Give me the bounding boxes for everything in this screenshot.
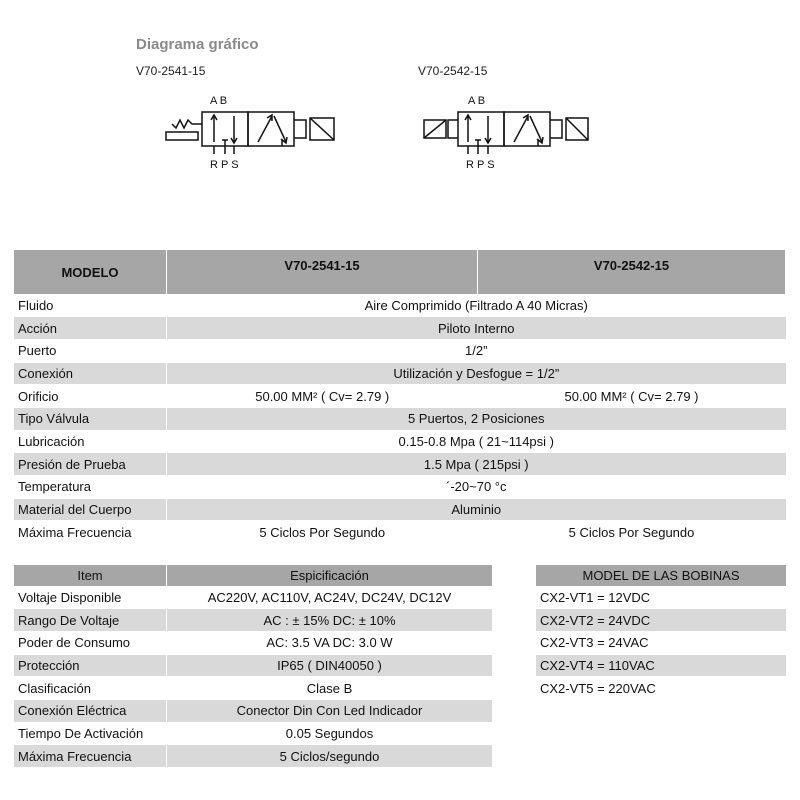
symbol-b-top-ports: A B xyxy=(468,95,486,107)
item-label: Rango De Voltaje xyxy=(14,609,167,632)
spec-value: 5 Puertos, 2 Posiciones xyxy=(167,407,786,430)
spec-header-model-a: V70-2541-15 xyxy=(167,250,478,294)
model-a-label: V70-2541-15 xyxy=(136,64,206,78)
table-row xyxy=(14,722,492,745)
spec-value: Piloto Interno xyxy=(167,317,786,340)
item-value: AC: 3.5 VA DC: 3.0 W xyxy=(167,631,493,654)
table-row xyxy=(14,609,492,632)
item-value: 5 Ciclos/segundo xyxy=(167,745,493,768)
table-row xyxy=(14,362,786,385)
spec-label: Fluido xyxy=(14,294,167,317)
model-b-label: V70-2542-15 xyxy=(418,64,488,78)
table-row xyxy=(14,586,492,609)
table-row xyxy=(14,699,492,722)
spec-label: Acción xyxy=(14,317,167,340)
table-row xyxy=(14,407,786,430)
spec-value-b: 50.00 MM² ( Cv= 2.79 ) xyxy=(478,385,786,408)
solenoid-spec-table xyxy=(14,565,492,768)
spec-value: 0.15-0.8 Mpa ( 21~114psi ) xyxy=(167,430,786,453)
item-label: Máxima Frecuencia xyxy=(14,745,167,768)
table-row xyxy=(14,498,786,521)
symbol-a-bottom-ports: R P S xyxy=(210,159,239,171)
valve-symbol-b xyxy=(420,92,590,172)
spec-label: Presión de Prueba xyxy=(14,453,167,476)
item-label: Voltaje Disponible xyxy=(14,586,167,609)
table-row xyxy=(14,339,786,362)
spec-value-a: 50.00 MM² ( Cv= 2.79 ) xyxy=(167,385,478,408)
table-row xyxy=(14,385,786,408)
coil-model: CX2-VT3 = 24VAC xyxy=(536,631,786,654)
spec-label: Máxima Frecuencia xyxy=(14,521,167,544)
spec-label: Lubricación xyxy=(14,430,167,453)
table-row xyxy=(14,294,786,317)
item-header: Item xyxy=(14,565,167,586)
spec-value: ´-20~70 °c xyxy=(167,476,786,499)
item-value: AC220V, AC110V, AC24V, DC24V, DC12V xyxy=(167,586,493,609)
spec-value: Aire Comprimido (Filtrado A 40 Micras) xyxy=(167,294,786,317)
spec-value: Aluminio xyxy=(167,498,786,521)
item-value: 0.05 Segundos xyxy=(167,722,493,745)
spec-header-model: MODELO xyxy=(14,250,167,294)
coil-model: CX2-VT2 = 24VDC xyxy=(536,609,786,632)
table-row xyxy=(14,745,492,768)
table-row xyxy=(14,654,492,677)
spec-header: Espicificación xyxy=(167,565,493,586)
spec-label: Puerto xyxy=(14,339,167,362)
table-row xyxy=(14,631,492,654)
item-value: Clase B xyxy=(167,677,493,700)
spec-label: Conexión xyxy=(14,362,167,385)
item-label: Poder de Consumo xyxy=(14,631,167,654)
spec-value: 1/2” xyxy=(167,339,786,362)
coil-header: MODEL DE LAS BOBINAS xyxy=(536,565,786,586)
table-row xyxy=(14,476,786,499)
spec-header-model-b: V70-2542-15 xyxy=(478,250,786,294)
table-row xyxy=(14,677,492,700)
table-row xyxy=(14,453,786,476)
spec-label: Tipo Válvula xyxy=(14,407,167,430)
table-row xyxy=(14,430,786,453)
table-row xyxy=(536,631,786,654)
spec-label: Material del Cuerpo xyxy=(14,498,167,521)
table-row xyxy=(536,609,786,632)
item-value: Conector Din Con Led Indicador xyxy=(167,699,493,722)
table-row xyxy=(536,654,786,677)
diagram-title: Diagrama gráfico xyxy=(136,36,259,53)
coil-model: CX2-VT1 = 12VDC xyxy=(536,586,786,609)
valve-symbol-a xyxy=(162,92,342,172)
item-label: Tiempo De Activación xyxy=(14,722,167,745)
table-row xyxy=(536,586,786,609)
table-row xyxy=(14,521,786,544)
spec-label: Temperatura xyxy=(14,476,167,499)
spec-value: Utilización y Desfogue = 1/2” xyxy=(167,362,786,385)
item-label: Conexión Eléctrica xyxy=(14,699,167,722)
coil-model: CX2-VT4 = 110VAC xyxy=(536,654,786,677)
item-label: Protección xyxy=(14,654,167,677)
spec-table xyxy=(14,250,786,544)
coil-model: CX2-VT5 = 220VAC xyxy=(536,677,786,700)
spec-value: 1.5 Mpa ( 215psi ) xyxy=(167,453,786,476)
coil-models-table xyxy=(536,565,786,700)
symbol-b-bottom-ports: R P S xyxy=(466,159,495,171)
spec-value-a: 5 Ciclos Por Segundo xyxy=(167,521,478,544)
spec-label: Orificio xyxy=(14,385,167,408)
item-value: IP65 ( DIN40050 ) xyxy=(167,654,493,677)
table-row xyxy=(14,317,786,340)
symbol-a-top-ports: A B xyxy=(210,95,228,107)
spec-value-b: 5 Ciclos Por Segundo xyxy=(478,521,786,544)
table-row xyxy=(536,677,786,700)
item-value: AC : ± 15% DC: ± 10% xyxy=(167,609,493,632)
item-label: Clasificación xyxy=(14,677,167,700)
